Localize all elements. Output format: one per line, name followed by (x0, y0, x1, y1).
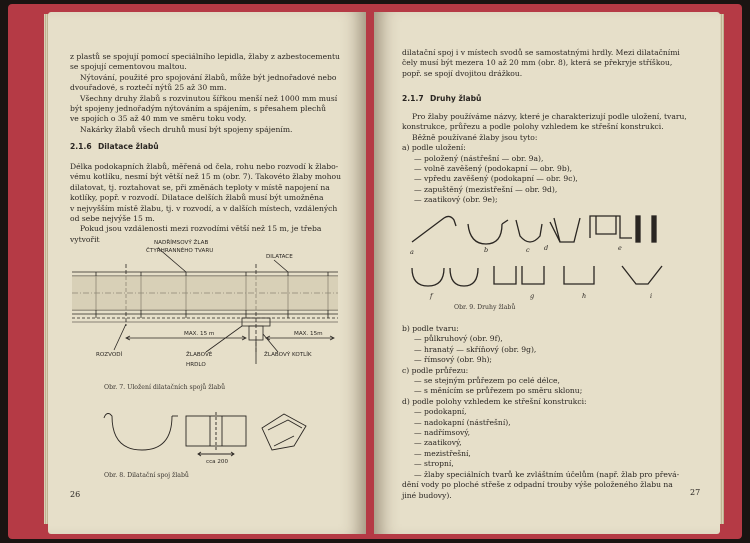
fig9-letter-g: g (530, 292, 535, 300)
intro-line: se spojují cementovou maltou. (70, 62, 187, 72)
fig9-letter-c: c (526, 246, 530, 254)
section-number: 2.1.6 (70, 142, 92, 151)
paragraph-line: ve spojích o 35 až 40 mm ve směru toku vody. (70, 114, 247, 124)
list-item: — zaatikový, (414, 438, 462, 448)
section-heading-dilatace (70, 142, 159, 152)
section-number: 2.1.7 (402, 94, 424, 103)
label-max-15m-left: MAX. 15 m (184, 331, 215, 337)
label-zlabove: ŽLABOVÉ (186, 352, 213, 358)
fig9-letter-b: b (484, 246, 489, 254)
figure-9 (404, 208, 704, 300)
paragraph-line: dvouřadové, s roztečí nýtů 25 až 30 mm. (70, 83, 227, 93)
paragraph-line: dilatační spoj i v místech svodů se samostatnými hrdly. Mezi dilatačními (402, 48, 680, 57)
paragraph-line: Všechny druhy žlabů s rozvinutou šířkou menší než 1000 mm musí (80, 93, 338, 103)
intro-line: z plastů se spojují pomocí speciálního lepidla, žlaby z azbestocementu (70, 52, 340, 61)
list-item: — nadokapní (nástřešní), (414, 417, 511, 427)
list-item: d) podle polohy vzhledem ke střešní konstrukci: (402, 396, 587, 406)
section-heading-druhy (402, 94, 481, 104)
paragraph-line: Pokud jsou vzdálenosti mezi rozvodími větší než 15 m, je třeba vytvořit (70, 224, 322, 244)
list-item: — zaatikový (obr. 9e); (414, 195, 498, 205)
label-hrdlo: HRDLO (186, 362, 206, 368)
fig9-letter-f: f (430, 292, 433, 300)
right-page (374, 12, 720, 534)
page-number-right: 27 (690, 488, 701, 497)
list-item: b) podle tvaru: (402, 324, 459, 333)
label-kotlik: ŽLABOVÝ KOTLÍK (264, 352, 312, 358)
figure-8-caption: Obr. 8. Dilatační spoj žlabů (104, 472, 189, 479)
figure-7 (66, 234, 346, 374)
page-number-left: 26 (70, 490, 81, 499)
fig9-letter-d: d (544, 244, 549, 252)
list-item: — volně zavěšený (podokapní — obr. 9b), (414, 164, 573, 174)
left-page (48, 12, 366, 534)
left-text-dilatace (70, 162, 352, 245)
label-nadrimsovy: NADŘÍMSOVÝ ŽLAB (154, 240, 209, 246)
list-item: a) podle uložení: (402, 143, 466, 153)
paragraph-line: v nejvyšším místě žlabu, tj. v rozvodí, a v dalších místech, vzdálených (70, 203, 338, 213)
list-item: — zapuštěný (mezistřešní — obr. 9d), (414, 184, 558, 194)
list-item: — položený (nástřešní — obr. 9a), (414, 153, 544, 163)
list-item: — hranatý — skříňový (obr. 9g), (414, 344, 537, 354)
list-item: — římsový (obr. 9h); (414, 355, 492, 365)
paragraph-line: Běžně používané žlaby jsou tyto: (412, 132, 538, 142)
paragraph-line: od sebe nejvýše 15 m. (70, 214, 155, 224)
list-item: — podokapní, (414, 407, 467, 417)
list-item: — vpředu zavěšený (podokapní — obr. 9c), (414, 174, 578, 184)
right-text-top (402, 48, 704, 79)
list-item: dění vody po ploché střeše z odpadní trouby výše položeného žlabu na (402, 480, 673, 490)
right-text-list (402, 324, 704, 501)
paragraph-line: být spojeny jednořadým nýtováním a spájením, s přesahem plechů (70, 104, 326, 114)
paragraph-line: konstrukce, průřezu a podle polohy vzhledem ke střešní konstrukci. (402, 122, 664, 132)
paragraph-line: popř. se spojí dvojitou drážkou. (402, 68, 523, 78)
label-rozvodi: ROZVODÍ (96, 352, 123, 358)
fig9-letter-i: i (650, 292, 653, 300)
label-dilatace: DILATACE (266, 254, 293, 260)
paragraph-line: vému kotlíku, nesmí být větší než 15 m (obr. 7). Takovéto žlaby mohou (70, 172, 341, 182)
list-item: — stropní, (414, 459, 454, 469)
section-title: Druhy žlabů (430, 94, 482, 103)
paragraph-line: Délka podokapních žlabů, měřená od čela, rohu nebo rozvodí k žlabo- (70, 162, 339, 171)
list-item: jiné budovy). (402, 490, 452, 500)
list-item: c) podle průřezu: (402, 365, 469, 375)
list-item: — půlkruhový (obr. 9f), (414, 334, 503, 344)
paragraph-line: kotlíky, popř. v rozvodí. Dilatace delších žlabů musí být umožněna (70, 193, 324, 203)
paragraph-line: čely musí být mezera 10 až 20 mm (obr. 8), která se překryje stříškou, (402, 58, 673, 68)
figure-9-caption: Obr. 9. Druhy žlabů (454, 304, 516, 311)
fig9-letter-h: h (582, 292, 587, 300)
paragraph-line: Pro žlaby používáme názvy, které je charakterizují podle uložení, tvaru, (412, 112, 687, 121)
right-text-intro (402, 112, 704, 206)
list-item: — žlaby speciálních tvarů ke zvláštním účelům (např. žlab pro převá- (414, 469, 680, 479)
section-title: Dilatace žlabů (98, 142, 159, 151)
figure-7-caption: Obr. 7. Uložení dilatačních spojů žlabů (104, 384, 226, 391)
label-max-15m-right: MAX. 15m (294, 331, 323, 337)
paragraph-line: dilatovat, tj. roztahovat se, při změnách teploty v místě napojení na (70, 182, 330, 192)
list-item: — se stejným průřezem po celé délce, (414, 376, 560, 386)
list-item: — s měnícím se průřezem po směru sklonu; (414, 386, 583, 396)
fig9-letter-e: e (618, 244, 622, 252)
left-text-top (70, 52, 352, 135)
list-item: — nadřímsový, (414, 428, 470, 438)
open-book (8, 4, 742, 539)
label-ctyrhranny: ČTYŘHRANNÉHO TVARU (146, 248, 214, 254)
fig9-letter-a: a (410, 248, 414, 256)
paragraph-line: Nakárky žlabů všech druhů musí být spojeny spájením. (80, 124, 293, 134)
list-item: — mezistřešní, (414, 448, 471, 458)
figure-8 (98, 406, 318, 466)
label-cca-200: cca 200 (206, 459, 229, 465)
paragraph-line: Nýtování, použité pro spojování žlabů, může být jednořadové nebo (80, 72, 337, 82)
